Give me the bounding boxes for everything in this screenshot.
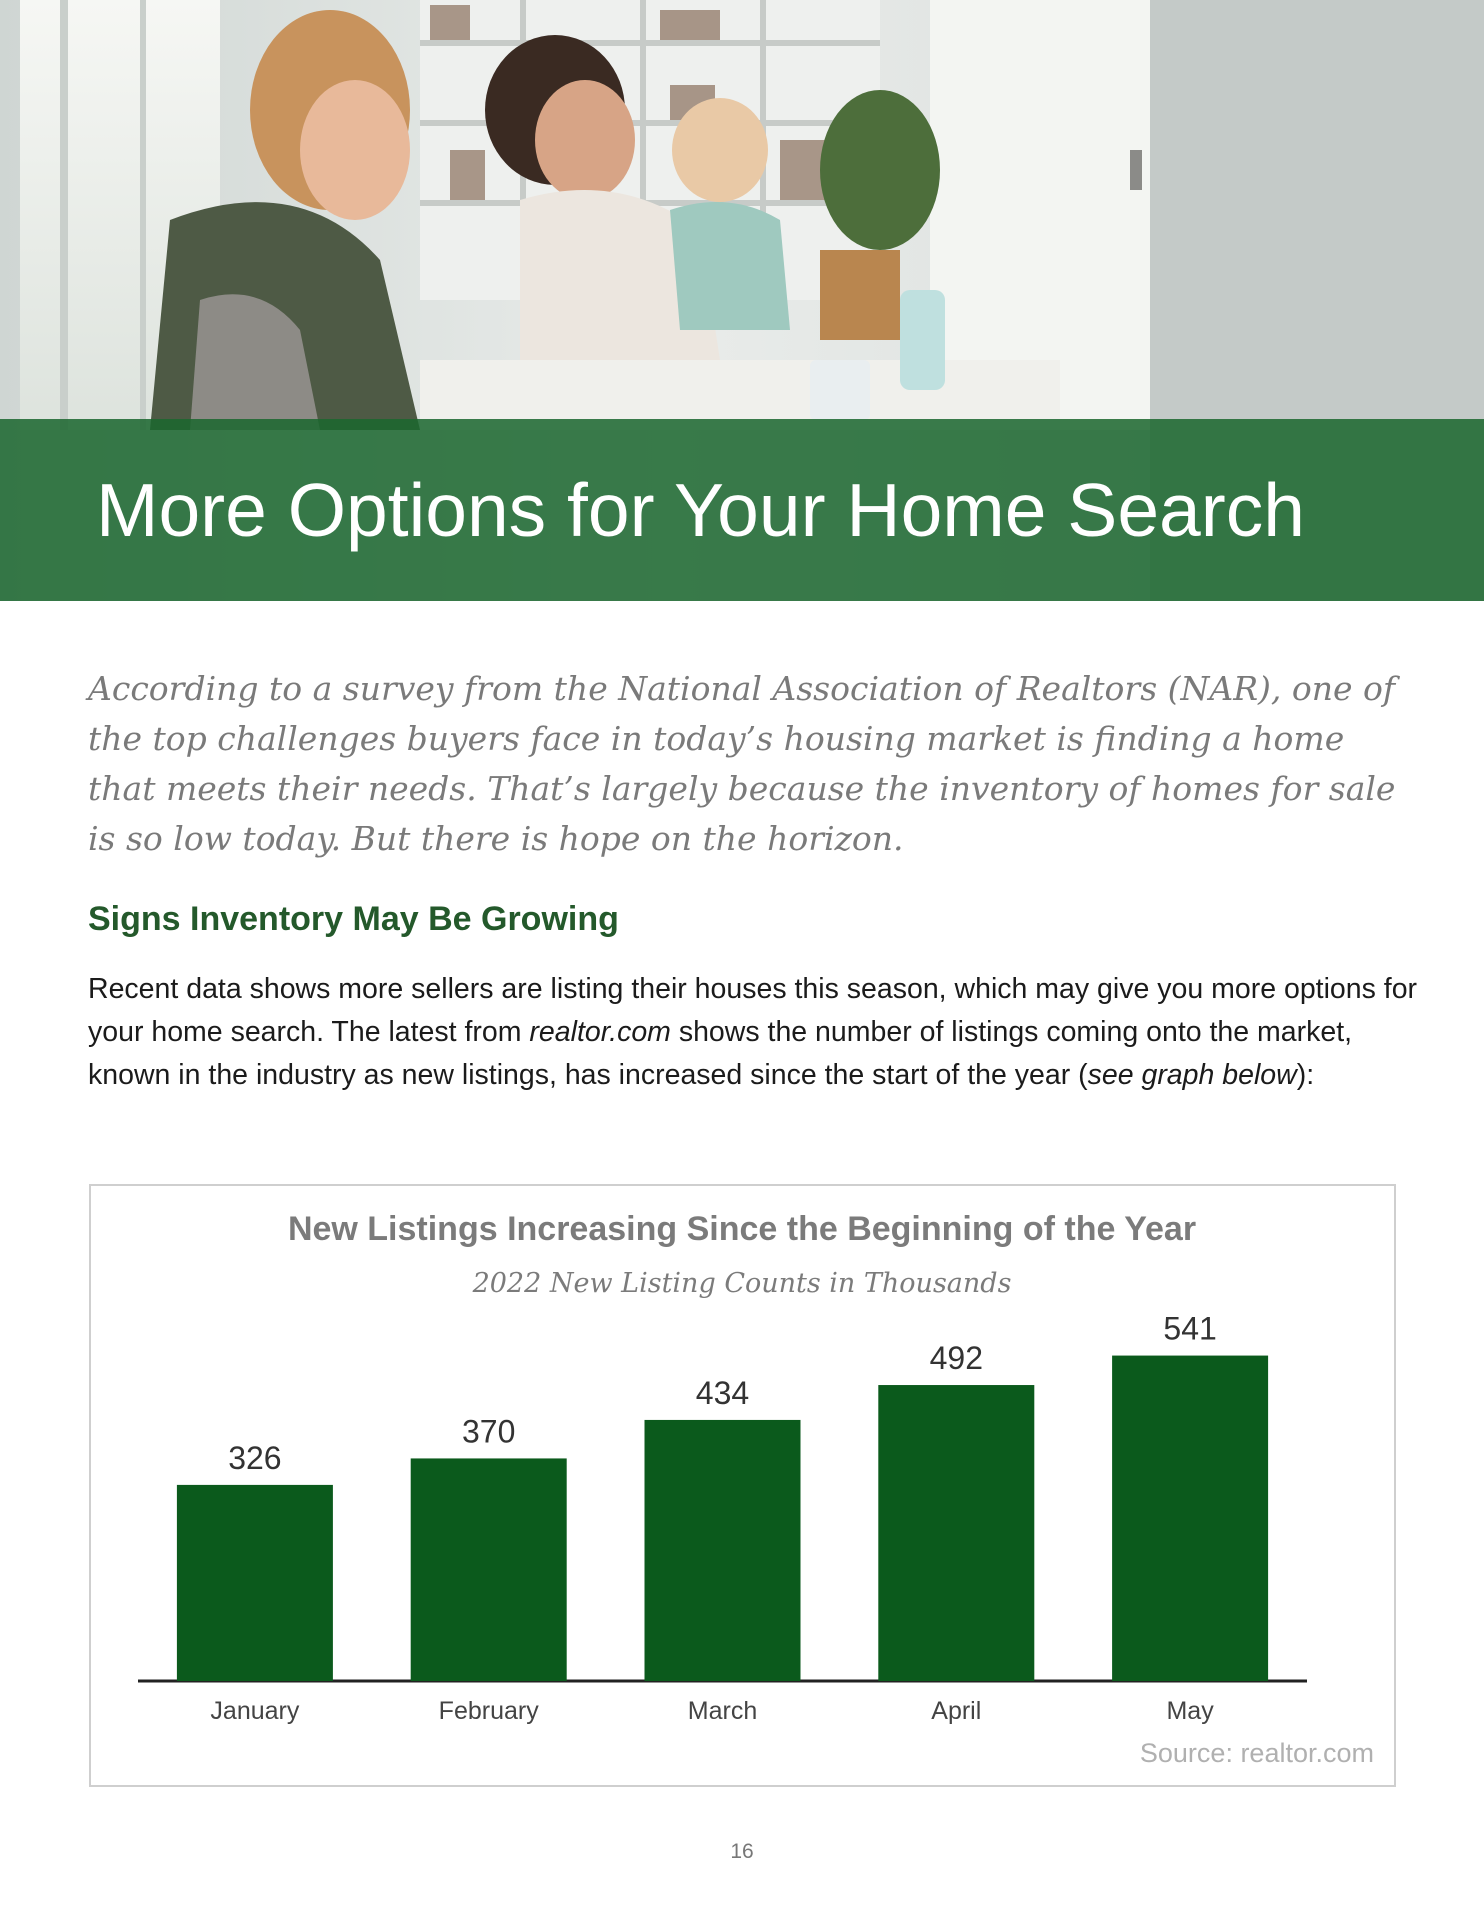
page-number: 16 — [730, 1840, 754, 1863]
chart-subtitle: 2022 New Listing Counts in Thousands — [472, 1268, 1012, 1299]
data-label-february: 370 — [462, 1413, 516, 1450]
data-label-march: 434 — [695, 1374, 750, 1411]
data-label-april: 492 — [929, 1340, 983, 1377]
tick-label-april: April — [931, 1697, 982, 1725]
chart-title: New Listings Increasing Since the Beginning of the Year — [287, 1210, 1197, 1248]
tick-label-january: January — [210, 1697, 300, 1725]
body-text-start: Recent data shows more sellers are listing their houses this season, which may give you more options for your home search. The latest from — [88, 973, 1418, 1048]
body-text-end: ): — [1296, 1059, 1315, 1091]
intro-paragraph: According to a survey from the National Association of Realtors (NAR), one of the top challenges buyers face in today’s housing market is finding a home that meets their needs. That’s largely because the inventory of homes for sale is so low today. But there is hope on the horizon. — [88, 669, 1396, 858]
section-heading: Signs Inventory May Be Growing — [88, 900, 619, 938]
bar-may — [1112, 1356, 1268, 1681]
data-label-may: 541 — [1163, 1310, 1217, 1347]
data-label-january: 326 — [228, 1439, 282, 1476]
tick-label-march: March — [687, 1697, 758, 1725]
bar-february — [411, 1458, 567, 1681]
tick-label-february: February — [438, 1697, 539, 1725]
tick-label-may: May — [1166, 1697, 1214, 1725]
bar-march — [645, 1420, 801, 1681]
bar-april — [878, 1385, 1034, 1681]
chart-source: Source: realtor.com — [1139, 1738, 1374, 1768]
body-text-mid: shows the number of listings coming onto the market, known in the industry as new listings, has increased since the start of the year ( — [88, 1016, 1353, 1091]
source-reference: realtor.com — [529, 1016, 671, 1048]
page-title: More Options for Your Home Search — [96, 468, 1305, 552]
bar-january — [177, 1485, 333, 1681]
graph-note: see graph below — [1087, 1059, 1297, 1091]
